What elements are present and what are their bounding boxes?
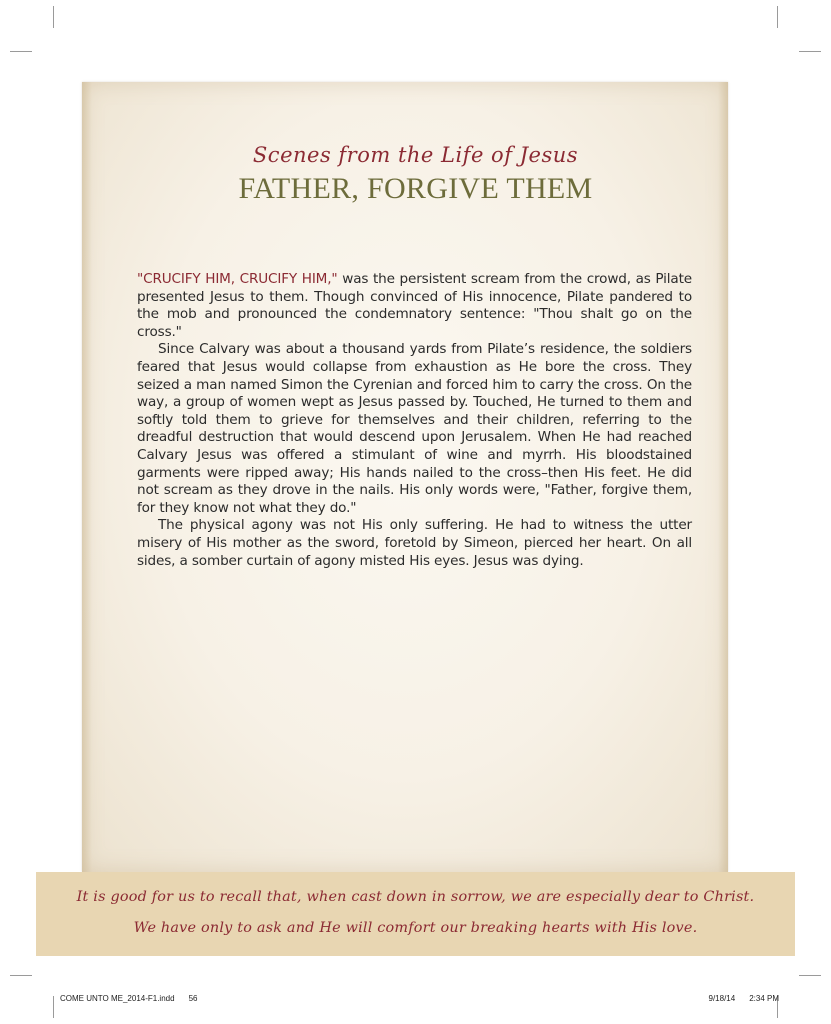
crop-mark [10,975,32,976]
crop-mark [10,51,32,52]
quote-line-1: It is good for us to recall that, when cast down in sorrow, we are especially dear to Christ. [76,889,755,905]
page-title: FATHER, FORGIVE THEM [238,172,593,205]
paragraph-3: The physical agony was not His only suffering. He had to witness the utter misery of His mother as the sword, foretold by Simeon, pierced her heart. On all sides, a somber curtain of agony misted His eyes. Jesus was dying. [137,517,692,569]
crop-mark [799,51,821,52]
slug-page-number: 56 [188,994,198,1003]
paragraph-1 [137,271,692,341]
crop-mark [53,996,54,1018]
slug-time: 2:34 PM [749,994,779,1003]
paragraph-2: Since Calvary was about a thousand yards from Pilate’s residence, the soldiers feared that Jesus would collapse from exhaustion as He bore the cross. They seized a man named Simon the Cyrenian and forced him to carry the cross. On the way, a group of women wept as Jesus passed by. Touched, He turned to them and softly told them to grieve for themselves and their children, referring to the dreadful destruction that would descend upon Jerusalem. When He had reached Calvary Jesus was offered a stimulant of wine and myrrh. His bloodstained garments were ripped away; His hands nailed to the cross–then His feet. He did not scream as they drove in the nails. His only words were, "Father, forgive them, for they know not what they do." [137,341,692,516]
crop-mark [53,6,54,28]
slug-file-info [60,994,197,1003]
quote-banner [36,872,795,956]
slug-file-name: COME UNTO ME_2014-F1.indd [60,994,175,1003]
crop-mark [799,975,821,976]
series-title: Scenes from the Life of Jesus [252,143,579,167]
lead-caps: "CRUCIFY HIM, CRUCIFY HIM," [137,271,338,287]
quote-line-2: We have only to ask and He will comfort our breaking hearts with His love. [133,920,698,936]
crop-mark [777,6,778,28]
slug-date: 9/18/14 [708,994,736,1003]
paragraph-1-text: was the persistent scream from the crowd, as Pilate presented Jesus to them. Though convinced of His innocence, Pilate pandered to the mob and pronounced the condemnatory sentence: "Thou shalt go on the cross." [137,271,692,340]
slug-timestamp [709,994,780,1003]
article-body [137,271,692,570]
